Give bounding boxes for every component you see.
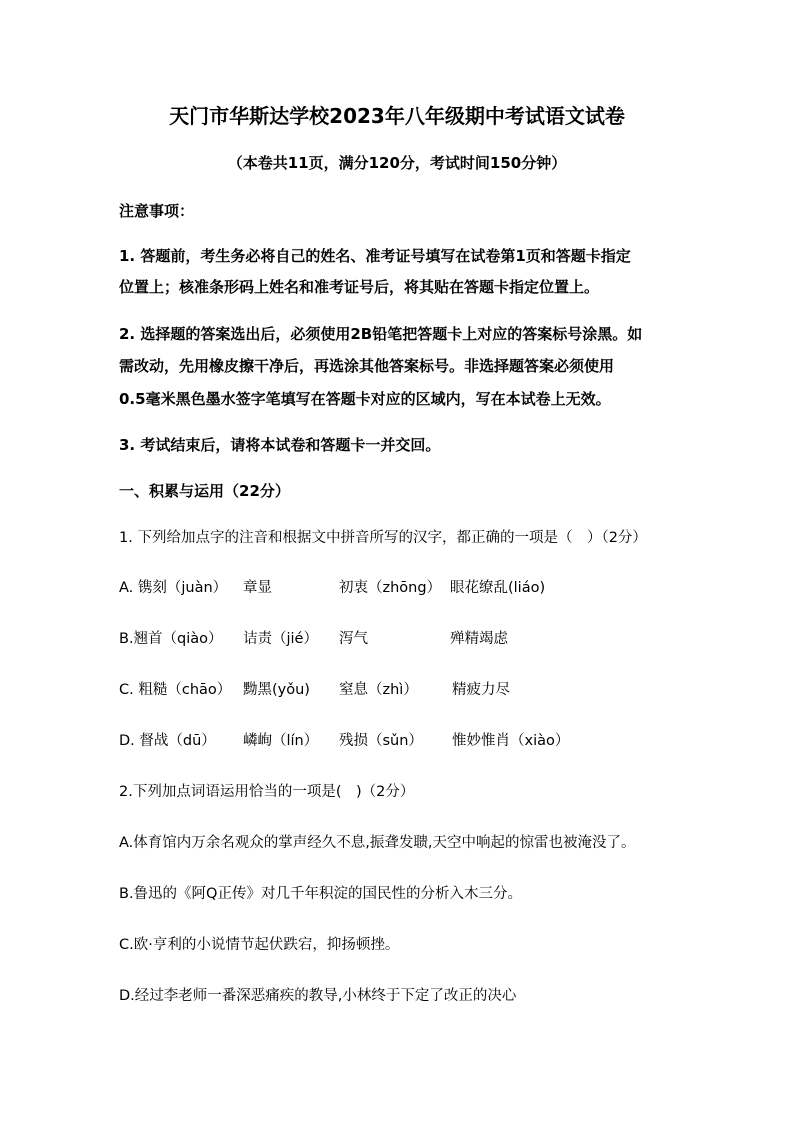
question-2-stem: 2.下列加点词语运用恰当的一项是( )（2分） [119,784,415,800]
page-title: 天门市华斯达学校2023年八年级期中考试语文试卷 [169,104,625,128]
q1-option-d-1: D. 督战（dū） [119,733,216,749]
q1-option-b-4: 殚精竭虑 [450,631,508,647]
q1-option-b-3: 泻气 [339,631,368,647]
q1-option-c-1: C. 粗糙（chāo） [119,682,232,698]
q1-option-d-4: 惟妙惟肖（xiào） [452,733,570,749]
q1-option-c-3: 窒息（zhì） [339,682,418,698]
notice-line-1: 1. 答题前，考生务必将自己的姓名、准考证号填写在试卷第1页和答题卡指定 [119,247,631,265]
q1-option-b-2: 诘责（jié） [243,631,318,647]
q2-option-a: A.体育馆内万余名观众的掌声经久不息,振聋发聩,天空中响起的惊雷也被淹没了。 [119,835,636,851]
q1-option-a-1: A. 镌刻（juàn） [119,580,228,596]
q1-option-c-2: 黝黑(yǒu) [243,682,310,698]
q2-option-b: B.鲁迅的《阿Q正传》对几千年积淀的国民性的分析入木三分。 [119,886,522,902]
q1-option-b-1: B.翘首（qiào） [119,631,223,647]
page-subtitle: （本卷共11页，满分120分，考试时间150分钟） [227,154,567,172]
q1-option-a-4: 眼花缭乱(liáo) [450,580,546,596]
section-1-heading: 一、积累与运用（22分） [119,482,290,500]
notice-line-5: 0.5毫米黑色墨水签字笔填写在答题卡对应的区域内，写在本试卷上无效。 [119,390,611,408]
notice-line-6: 3. 考试结束后，请将本试卷和答题卡一并交回。 [119,436,441,454]
q2-option-d: D.经过李老师一番深恶痛疾的教导,小林终于下定了改正的决心 [119,988,517,1004]
q1-option-a-2: 章显 [243,580,272,596]
q1-option-d-2: 嶙峋（lín） [243,733,319,749]
question-1-stem: 1. 下列给加点字的注音和根据文中拼音所写的汉字，都正确的一项是（ ）（2分） [119,530,647,546]
q1-option-d-3: 残损（sǔn） [339,733,423,749]
q1-option-a-3: 初衷（zhōng） [339,580,442,596]
notice-line-4: 需改动，先用橡皮擦干净后，再选涂其他答案标号。非选择题答案必须使用 [119,357,615,375]
notice-line-3: 2. 选择题的答案选出后，必须使用2B铅笔把答题卡上对应的答案标号涂黑。如 [119,325,643,343]
notice-heading: 注意事项： [119,202,195,220]
q1-option-c-4: 精疲力尽 [452,682,510,698]
notice-line-2: 位置上；核准条形码上姓名和准考证号后，将其贴在答题卡指定位置上。 [119,278,600,296]
q2-option-c: C.欧·亨利的小说情节起伏跌宕，抑扬顿挫。 [119,937,400,953]
